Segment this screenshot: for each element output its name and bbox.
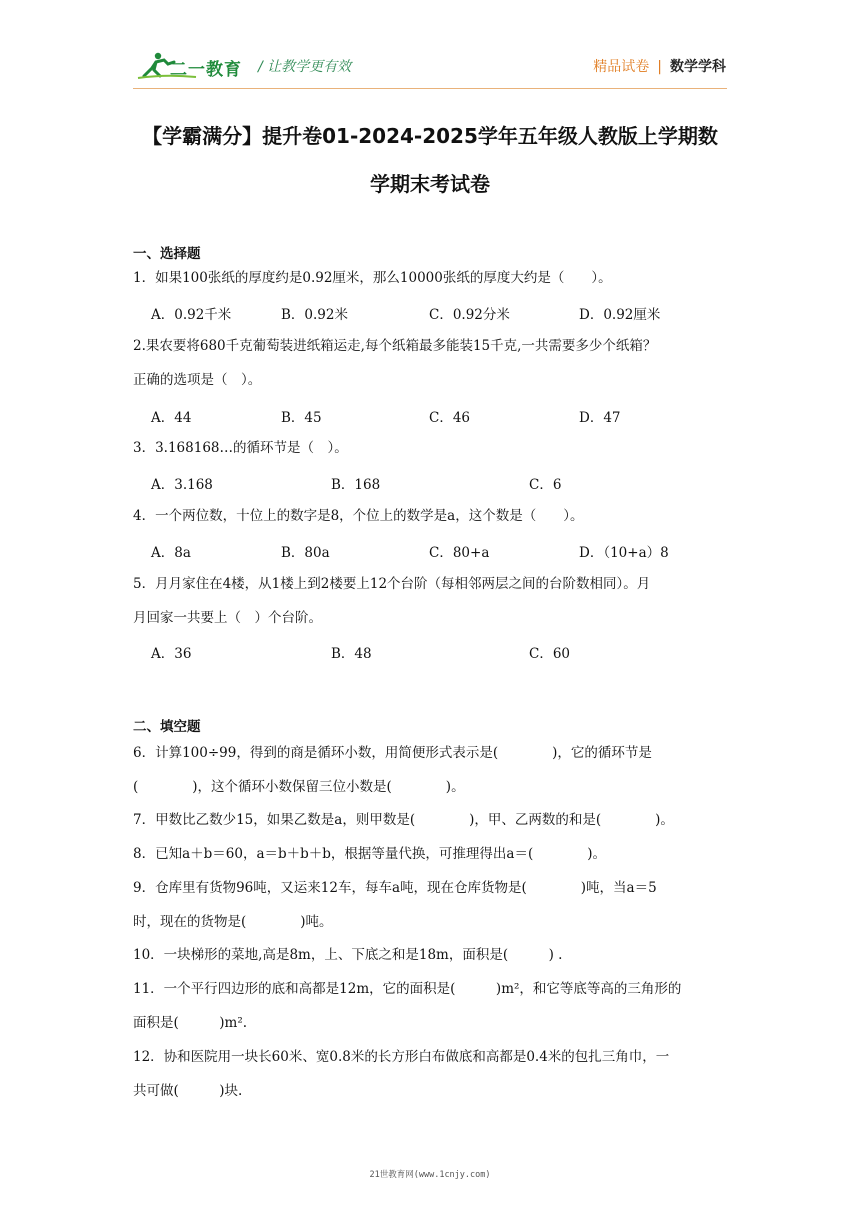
question-7: 7．甲数比乙数少15，如果乙数是a，则甲数是( )，甲、乙两数的和是( )。	[133, 812, 674, 828]
question-9-line-1: 9．仓库里有货物96吨，又运来12车，每车a吨，现在仓库货物是( )吨，当a＝5	[133, 880, 657, 896]
title-line-2: 学期末考试卷	[370, 172, 490, 196]
tag-separator: |	[657, 59, 662, 75]
q4-option-d: D．（10+a）8	[579, 545, 669, 561]
page-title	[120, 112, 740, 208]
q3-option-a: A．3.168	[151, 477, 213, 493]
header-tags	[593, 56, 726, 76]
question-12-line-2: 共可做( )块.	[133, 1083, 243, 1099]
question-5-line-2: 月回家一共要上（ ）个台阶。	[133, 610, 322, 626]
question-11-line-2: 面积是( )m².	[133, 1015, 248, 1031]
section-choice: 一、选择题	[133, 246, 201, 262]
question-2-line-1: 2.果农要将680千克葡萄装进纸箱运走,每个纸箱最多能装15千克,一共需要多少个纸箱？	[133, 338, 657, 354]
q1-option-a: A．0.92千米	[151, 307, 232, 323]
question-9-line-2: 时，现在的货物是( )吨。	[133, 914, 333, 930]
question-6-line-2: ( )，这个循环小数保留三位小数是( )。	[133, 779, 465, 795]
question-5-line-1: 5．月月家住在4楼，从1楼上到2楼要上12个台阶（每相邻两层之间的台阶数相同）。月	[133, 576, 651, 592]
question-8: 8．已知a＋b＝60，a＝b＋b＋b，根据等量代换，可推理得出a＝( )。	[133, 846, 607, 862]
question-12-line-1: 12．协和医院用一块长60米、宽0.8米的长方形白布做底和高都是0.4米的包扎三角巾，一	[133, 1049, 670, 1065]
q3-option-b: B．168	[331, 477, 381, 493]
logo-text: 二一教育	[170, 60, 242, 80]
question-3: 3．3.168168…的循环节是（ ）。	[133, 440, 348, 456]
question-6-line-1: 6．计算100÷99，得到的商是循环小数，用简便形式表示是( )，它的循环节是	[133, 745, 652, 761]
q2-option-d: D．47	[579, 410, 621, 426]
question-1: 1．如果100张纸的厚度约是0.92厘米，那么10000张纸的厚度大约是（ ）。	[133, 270, 612, 286]
q2-option-c: C．46	[429, 410, 471, 426]
q5-option-b: B．48	[331, 646, 372, 662]
q1-option-c: C．0.92分米	[429, 307, 510, 323]
section-fill-blank: 二、填空题	[133, 719, 201, 735]
question-10: 10．一块梯形的菜地,高是8m，上、下底之和是18m，面积是( ) .	[133, 947, 563, 963]
q2-option-b: B．45	[281, 410, 322, 426]
q1-option-b: B．0.92米	[281, 307, 348, 323]
title-line-1: 【学霸满分】提升卷01-2024-2025学年五年级人教版上学期数	[142, 124, 718, 148]
tag-subject: 数学学科	[670, 59, 726, 75]
tag-premium: 精品试卷	[593, 59, 650, 75]
q4-option-b: B．80a	[281, 545, 330, 561]
q3-option-c: C．6	[529, 477, 562, 493]
q1-option-d: D．0.92厘米	[579, 307, 661, 323]
question-4: 4．一个两位数，十位上的数字是8，个位上的数学是a，这个数是（ ）。	[133, 508, 584, 524]
q4-option-c: C．80+a	[429, 545, 490, 561]
question-2-line-2: 正确的选项是（ ）。	[133, 372, 262, 388]
page-footer: 21世教育网(www.1cnjy.com)	[369, 1170, 491, 1180]
question-11-line-1: 11．一个平行四边形的底和高都是12m，它的面积是( )m²，和它等底等高的三角形的	[133, 981, 682, 997]
q5-option-c: C．60	[529, 646, 571, 662]
q4-option-a: A．8a	[151, 545, 191, 561]
q2-option-a: A．44	[151, 410, 192, 426]
page-header	[0, 0, 860, 100]
header-divider	[133, 88, 727, 89]
slogan: / 让教学更有效	[258, 59, 352, 75]
q5-option-a: A．36	[151, 646, 192, 662]
